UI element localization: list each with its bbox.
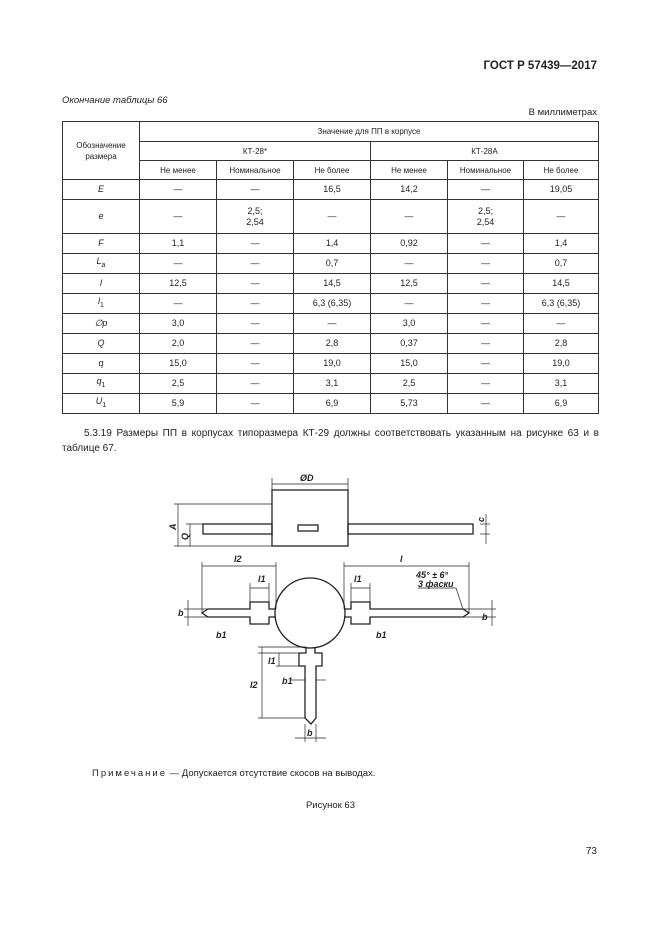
table-cell: 19,0: [294, 354, 371, 374]
top-view: [184, 562, 496, 742]
label-A: A: [168, 523, 178, 530]
subheader-0: Не менее: [140, 161, 217, 180]
table-row: [63, 334, 599, 354]
row-symbol: $l_1$: [63, 294, 140, 314]
document-header: ГОСТ Р 57439—2017: [483, 60, 597, 72]
subheader-5: Не более: [524, 161, 599, 180]
table-cell: 2,5; 2,54: [217, 200, 294, 234]
table-cell: —: [217, 374, 294, 394]
figure-caption: Рисунок 63: [305, 800, 356, 811]
table-row: [63, 274, 599, 294]
label-l: l: [400, 554, 403, 564]
side-view: [174, 478, 490, 546]
label-diameter: ØD: [300, 473, 314, 483]
table-cell: 1,4: [524, 234, 599, 254]
page-number: 73: [585, 846, 597, 857]
paragraph-5-3-19: 5.3.19 Размеры ПП в корпусах типоразмера КТ-29 должны соответствовать указанным на рисунке 63 и в таблице 67.: [62, 428, 599, 454]
label-chamfer-count: 3 фаски: [418, 579, 454, 589]
table-cell: 16,5: [294, 180, 371, 200]
label-b-left: b: [178, 608, 184, 618]
table-cell: 0,37: [371, 334, 448, 354]
table-cell: 19,05: [524, 180, 599, 200]
table-cell: —: [217, 394, 294, 414]
table-cell: 14,5: [294, 274, 371, 294]
table-cell: —: [217, 180, 294, 200]
table-cell: 15,0: [140, 354, 217, 374]
label-l1-bottom: l1: [268, 656, 276, 666]
package-header-1: КТ-28*: [140, 142, 371, 161]
table-cell: —: [217, 334, 294, 354]
table-cell: 0,7: [294, 254, 371, 274]
table-cell: —: [294, 314, 371, 334]
label-l2: l2: [234, 554, 242, 564]
top-lead-left: [202, 602, 276, 624]
subheader-1: Номинальное: [217, 161, 294, 180]
table-cell: —: [217, 254, 294, 274]
row-symbol: q: [63, 354, 140, 374]
table-cell: 6,9: [524, 394, 599, 414]
table-cell: 3,0: [140, 314, 217, 334]
table-cell: 2,0: [140, 334, 217, 354]
table-cell: —: [140, 294, 217, 314]
table-units: В миллиметрах: [528, 107, 597, 118]
table-row: [63, 294, 599, 314]
table-cell: —: [448, 294, 524, 314]
table-cell: 5,73: [371, 394, 448, 414]
table-cell: 14,2: [371, 180, 448, 200]
label-Q: Q: [180, 532, 190, 540]
table-cell: —: [448, 254, 524, 274]
top-lead-right: [344, 602, 469, 624]
top-lead-bottom: [299, 647, 322, 724]
table-cell: 12,5: [371, 274, 448, 294]
table-cell: —: [524, 200, 599, 234]
figure-63-drawing: [150, 470, 500, 748]
table-cell: —: [294, 200, 371, 234]
row-symbol: l: [63, 274, 140, 294]
side-view-body: [272, 490, 348, 546]
table-continuation: Окончание таблицы 66: [62, 95, 168, 106]
label-c: c: [476, 516, 486, 522]
subheader-4: Номинальное: [448, 161, 524, 180]
table-cell: 6,9: [294, 394, 371, 414]
table-cell: 2,5: [371, 374, 448, 394]
table-cell: —: [524, 314, 599, 334]
table-cell: —: [448, 180, 524, 200]
table-row: [63, 200, 599, 234]
table-cell: 2,8: [294, 334, 371, 354]
table-row: [63, 254, 599, 274]
side-lead-left: [203, 524, 272, 534]
label-b-bottom: b: [307, 728, 313, 738]
table-cell: 1,1: [140, 234, 217, 254]
table-cell: 19,0: [524, 354, 599, 374]
label-l2-bottom: l2: [250, 680, 258, 690]
note-text: — Допускается отсутствие скосов на выводах.: [167, 768, 376, 779]
label-b1-bottom: b1: [282, 676, 293, 686]
row-symbol: ∅p: [63, 314, 140, 334]
table-cell: —: [140, 200, 217, 234]
note-label: Примечание: [92, 768, 167, 779]
table-cell: —: [217, 274, 294, 294]
table-cell: 15,0: [371, 354, 448, 374]
label-l1-right: l1: [354, 574, 362, 584]
table-cell: 5,9: [140, 394, 217, 414]
side-lead-right: [348, 524, 473, 534]
table-cell: —: [217, 314, 294, 334]
table-cell: —: [448, 274, 524, 294]
table-cell: 0,92: [371, 234, 448, 254]
subheader-2: Не более: [294, 161, 371, 180]
table-row: [63, 234, 599, 254]
table-cell: 2,8: [524, 334, 599, 354]
table-cell: —: [371, 254, 448, 274]
table-row: [63, 354, 599, 374]
table-cell: 3,1: [294, 374, 371, 394]
table-row: [63, 394, 599, 414]
table-cell: 6,3 (6,35): [294, 294, 371, 314]
row-symbol: e: [63, 200, 140, 234]
table-cell: —: [371, 294, 448, 314]
table-cell: —: [140, 180, 217, 200]
dimensions-table: [62, 121, 599, 414]
package-header-2: КТ-28А: [371, 142, 599, 161]
table-cell: 2,5: [140, 374, 217, 394]
table-cell: 6,3 (6,35): [524, 294, 599, 314]
table-cell: —: [448, 234, 524, 254]
table-cell: 0,7: [524, 254, 599, 274]
table-cell: 12,5: [140, 274, 217, 294]
table-cell: 3,1: [524, 374, 599, 394]
table-cell: —: [217, 234, 294, 254]
table-cell: —: [448, 354, 524, 374]
row-symbol: $L_a$: [63, 254, 140, 274]
group-header: Значение для ПП в корпусе: [140, 122, 599, 142]
table-cell: —: [217, 294, 294, 314]
label-b1-right: b1: [376, 630, 387, 640]
table-cell: 14,5: [524, 274, 599, 294]
label-b-right: b: [482, 612, 488, 622]
table-row: [63, 374, 599, 394]
table-cell: —: [448, 334, 524, 354]
table-cell: 3,0: [371, 314, 448, 334]
table-cell: 1,4: [294, 234, 371, 254]
table-cell: —: [448, 394, 524, 414]
label-chamfer-angle: 45° ± 6°: [416, 570, 449, 580]
table-cell: —: [371, 200, 448, 234]
label-l1-left: l1: [258, 574, 266, 584]
table-cell: 2,5; 2,54: [448, 200, 524, 234]
table-cell: —: [140, 254, 217, 274]
row-symbol: Q: [63, 334, 140, 354]
table-cell: —: [448, 314, 524, 334]
table-cell: —: [448, 374, 524, 394]
col-header-designation: Обозначение размера: [63, 122, 140, 180]
row-symbol: F: [63, 234, 140, 254]
subheader-3: Не менее: [371, 161, 448, 180]
row-symbol: $q_1$: [63, 374, 140, 394]
table-row: [63, 180, 599, 200]
table-row: [63, 314, 599, 334]
row-symbol: $U_1$: [63, 394, 140, 414]
figure-note: [92, 768, 375, 779]
label-b1-left: b1: [216, 630, 227, 640]
table-cell: —: [217, 354, 294, 374]
top-view-body: [275, 578, 345, 648]
row-symbol: E: [63, 180, 140, 200]
